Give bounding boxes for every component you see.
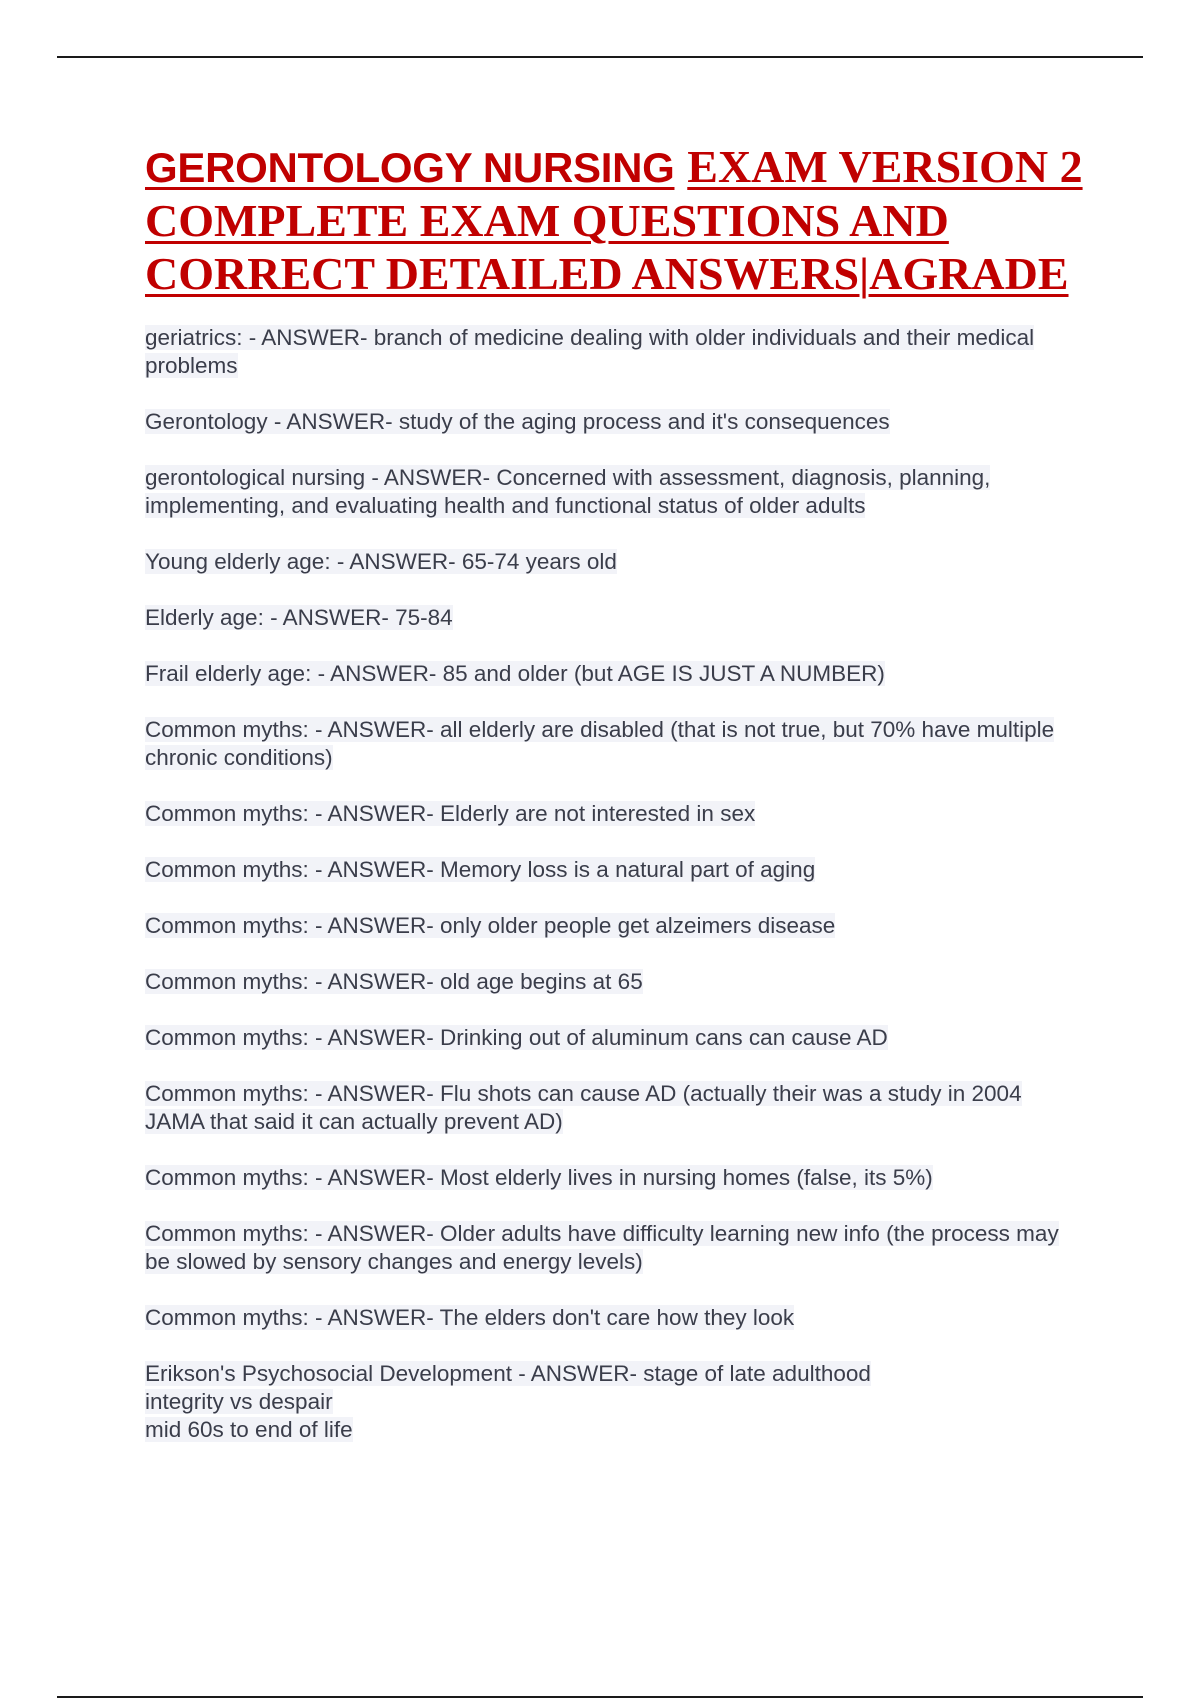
qa-item: [145, 660, 1085, 688]
qa-text: Common myths: - ANSWER- Most elderly lives in nursing homes (false, its 5%): [145, 1165, 933, 1190]
qa-text: Common myths: - ANSWER- Older adults have difficulty learning new info (the process may be slowed by sensory changes and energy levels): [145, 1221, 1059, 1274]
qa-text: Common myths: - ANSWER- Drinking out of aluminum cans can cause AD: [145, 1025, 888, 1050]
qa-item: [145, 912, 1085, 940]
qa-item: [145, 1360, 1085, 1444]
qa-item: [145, 548, 1085, 576]
qa-text: Common myths: - ANSWER- old age begins at 65: [145, 969, 643, 994]
qa-item: [145, 968, 1085, 996]
qa-text: Common myths: - ANSWER- all elderly are disabled (that is not true, but 70% have multiple chronic conditions): [145, 717, 1055, 770]
qa-text: Common myths: - ANSWER- Elderly are not interested in sex: [145, 801, 756, 826]
qa-item: [145, 1080, 1085, 1136]
qa-text: Frail elderly age: - ANSWER- 85 and older (but AGE IS JUST A NUMBER): [145, 661, 885, 686]
qa-item: [145, 1024, 1085, 1052]
qa-text: Young elderly age: - ANSWER- 65-74 years old: [145, 549, 617, 574]
qa-text: Common myths: - ANSWER- Memory loss is a natural part of aging: [145, 857, 816, 882]
qa-text: Common myths: - ANSWER- Flu shots can cause AD (actually their was a study in 2004 JAMA that said it can actually prevent AD): [145, 1081, 1022, 1134]
top-divider: [57, 56, 1143, 58]
title-sans-part: GERONTOLOGY NURSING: [145, 144, 675, 191]
qa-text: Common myths: - ANSWER- The elders don't care how they look: [145, 1305, 795, 1330]
qa-item: [145, 408, 1085, 436]
qa-text: geriatrics: - ANSWER- branch of medicine dealing with older individuals and their medical problems: [145, 325, 1035, 378]
qa-text: Gerontology - ANSWER- study of the aging process and it's consequences: [145, 409, 890, 434]
qa-item: [145, 464, 1085, 520]
qa-item: [145, 604, 1085, 632]
bottom-divider: [57, 1696, 1143, 1698]
document-body: [145, 140, 1085, 1472]
qa-text: Common myths: - ANSWER- only older people get alzeimers disease: [145, 913, 836, 938]
qa-item: [145, 800, 1085, 828]
qa-item: [145, 856, 1085, 884]
qa-item: [145, 716, 1085, 772]
qa-text: Erikson's Psychosocial Development - ANSWER- stage of late adulthood integrity vs despair mid 60s to end of life: [145, 1361, 871, 1442]
qa-item: [145, 324, 1085, 380]
qa-list: [145, 324, 1085, 1444]
qa-text: Elderly age: - ANSWER- 75-84: [145, 605, 453, 630]
title-serif-part: EXAM VERSION 2 COMPLETE EXAM QUESTIONS AND CORRECT DETAILED ANSWERS|AGRADE: [145, 141, 1083, 299]
qa-item: [145, 1304, 1085, 1332]
qa-text: gerontological nursing - ANSWER- Concerned with assessment, diagnosis, planning, implementing, and evaluating health and functional status of older adults: [145, 465, 991, 518]
document-title: [145, 140, 1085, 300]
qa-item: [145, 1220, 1085, 1276]
qa-item: [145, 1164, 1085, 1192]
